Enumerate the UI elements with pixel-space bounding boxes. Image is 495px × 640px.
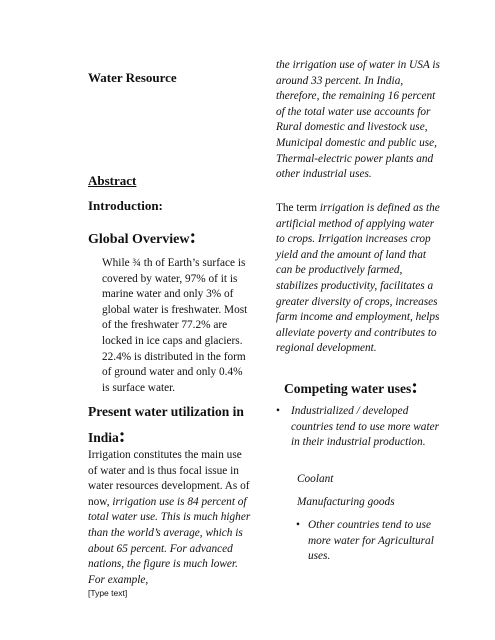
global-overview-paragraph: While ¾ th of Earth’s surface is covered by water, 97% of it is marine water and only 3% of global water is freshwater. Most of the freshwater 77.2% are locked in ice caps and glaciers. 22.4% is distributed in the form of ground water and only 0.4% is surface water.	[102, 257, 248, 394]
competing-uses-heading	[284, 376, 418, 399]
definition-italic: irrigation is defined as the artificial method of applying water to crops. Irrigation increases crop yield and the amount of land that can be productively farmed, stabilizes productivity, facilitates a greater diversity of crops, increases farm income and employment, helps alleviate poverty and contributes to regional development.	[276, 202, 440, 355]
list-item-text: Industrialized / developed countries tend to use more water in their industrial production.	[291, 405, 439, 449]
present-utilization-colon: :	[118, 425, 126, 447]
introduction-heading: Introduction:	[88, 198, 163, 213]
global-overview-heading-text: Global Overview	[88, 232, 190, 247]
list-item-industrialized	[276, 404, 446, 451]
document-title: Water Resource	[88, 70, 177, 85]
list-item-text: Other countries tend to use more water for Agricultural uses.	[308, 519, 434, 563]
irrigation-definition-paragraph	[276, 201, 441, 357]
definition-plain: The term	[276, 202, 320, 214]
present-utilization-heading-text: Present water utilization in India	[88, 404, 244, 445]
present-utilization-heading	[88, 400, 258, 450]
global-overview-colon: :	[189, 226, 197, 248]
irrigation-paragraph	[88, 448, 253, 588]
bullet-icon: •	[296, 519, 300, 531]
sub-item-manufacturing: Manufacturing goods	[297, 496, 395, 508]
irrigation-paragraph-plain: Irrigation constitutes the main use of water and is thus focal issue in water resources development. As of now,	[88, 449, 250, 508]
abstract-heading: Abstract	[88, 173, 137, 188]
irrigation-continuation-paragraph: the irrigation use of water in USA is around 33 percent. In India, therefore, the remaining 16 percent of the total water use accounts for Rural domestic and livestock use, Municipal domestic and public use, Thermal-electric power plants and other industrial uses.	[276, 59, 440, 181]
competing-uses-colon: :	[411, 376, 418, 398]
global-overview-heading	[88, 226, 196, 249]
irrigation-paragraph-italic: irrigation use is 84 percent of total water use. This is much higher than the world’s average, which is about 65 percent. For advanced nations, the figure is much lower. For example,	[88, 495, 251, 586]
page-footer: [Type text]	[88, 588, 128, 598]
competing-uses-heading-text: Competing water uses	[284, 381, 412, 396]
sub-item-coolant: Coolant	[297, 473, 334, 485]
list-item-other-countries	[296, 518, 446, 565]
bullet-icon: •	[276, 405, 280, 417]
